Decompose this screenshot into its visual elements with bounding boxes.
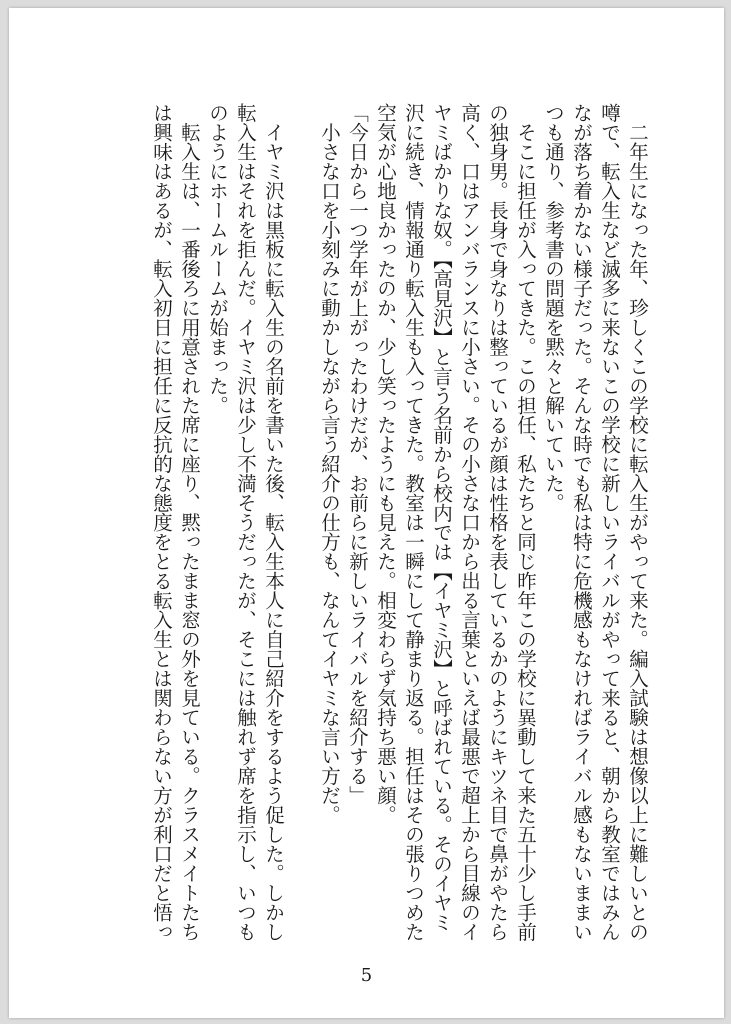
paragraph-6: 転入生は、一番後ろに用意された席に座り、黙ったまま窓の外を見ている。クラスメイトたちは興味はあるが、転入初日に担任に反抗的な態度をとる転入生とは関わらない方が利口だと悟っ	[150, 103, 201, 942]
paragraph-4: 小さな口を小刻みに動かしながら言う紹介の仕方も、なんてイヤミな言い方だ。	[318, 103, 341, 825]
paragraph-2: そこに担任が入ってきた。この担任、私たちと同じ昨年この学校に異動して来た五十少し手前の独身男。長身で身なりは整っているが顔は性格を表しているかのようにキツネ目で鼻がやたら高く、口はアンバランスに小さい。その小さな口から出る言葉といえば最悪で超上から目線のイヤミばかりな奴。【高見沢】と言う名前から校内では【イヤミ沢】と呼ばれている。そのイヤミ沢に続き、情報通り転入生も入ってきた。教室は一瞬にして静まり返る。担任はその張りつめた空気が心地良かったのか、少し笑ったようにも見えた。相変わらず気持ち悪い顔。	[374, 103, 537, 942]
vertical-text-body	[69, 103, 651, 943]
paragraph-1: 二年生になった年、珍しくこの学校に転入生がやって来た。編入試験は想像以上に難しいとの噂で、転入生など滅多に来ないこの学校に新しいライバルがやって来ると、朝から教室ではみんなが落ち着かない様子だった。そんな時でも私は特に危機感もなければライバル感もないままいつも通り、参考書の問題を黙々と解いていた。	[542, 103, 649, 942]
page-number: 5	[360, 965, 373, 986]
paragraph-5: イヤミ沢は黒板に転入生の名前を書いた後、転入生本人に自己紹介をするよう促した。しかし転入生はそれを拒んだ。イヤミ沢は少し不満そうだったが、そこには触れず席を指示し、いつものようにホームルームが始まった。	[206, 103, 285, 942]
book-page	[9, 8, 724, 1018]
section-break	[287, 103, 315, 943]
paragraph-3-dialogue: 「今日から一つ学年が上がったわけだが、お前らに新しいライバルを紹介する」	[346, 103, 369, 805]
